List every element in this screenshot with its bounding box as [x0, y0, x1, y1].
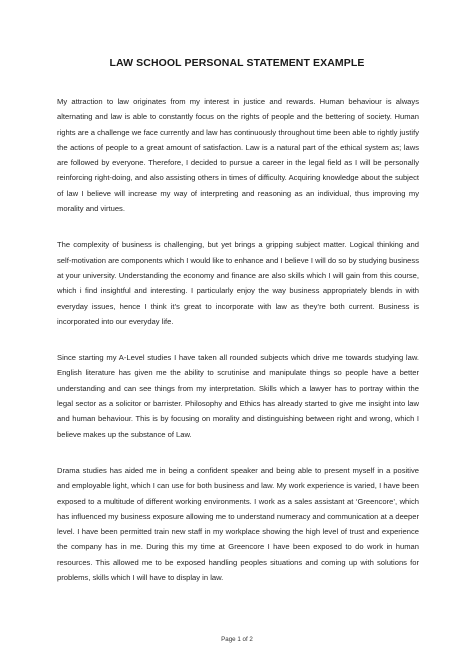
page-number: Page 1 of 2: [221, 636, 253, 643]
document-title: LAW SCHOOL PERSONAL STATEMENT EXAMPLE: [109, 57, 365, 69]
document-body: [57, 94, 419, 606]
paragraph-business: The complexity of business is challenging, but yet brings a gripping subject matter. Logical thinking and self-motivation are components which I would like to enhance and I believe I will do so by studying business at your university. Understanding the economy and finance are also skills which I will gain from this course, which i find insightful and interesting. I particularly enjoy the way business appropriately blends in with everyday issues, hence I think it’s great to incorporate with law as they’re both current. Business is incorporated into our everyday life.: [57, 240, 419, 326]
paragraph-attraction-to-law: My attraction to law originates from my interest in justice and rewards. Human behaviour is always alternating and law is able to constantly focus on the rights of people and the bettering of society. Human rights are a challenge we face currently and law has continuously throughout time been able to rightly justify the actions of people to a great amount of satisfaction. Law is a natural part of the ethical system as; laws are followed by everyone. Therefore, I decided to pursue a career in the legal field as I will be personally reinforcing right-doing, and also assisting others in times of difficulty. Acquiring knowledge about the subject of law I believe will increase my way of interpreting and reasoning as an individual, thus improving my morality and virtues.: [57, 97, 419, 214]
paragraph-a-level-studies: Since starting my A-Level studies I have taken all rounded subjects which drive me towards studying law. English literature has given me the ability to scrutinise and manipulate things so people have a better understanding and can see things from my interpretation. Skills which a lawyer has to portray within the legal sector as a solicitor or barrister. Philosophy and Ethics has already started to give me insight into law and human behaviour. This is by focusing on morality and distinguishing between right and wrong, which I believe makes up the substance of Law.: [57, 353, 419, 439]
paragraph-drama-and-work-experience: Drama studies has aided me in being a confident speaker and being able to present myself in a positive and employable light, which I can use for both business and law. My work experience is varied, I have been exposed to a multitude of different working environments. I work as a sales assistant at ‘Greencore’, which has influenced my business exposure allowing me to understand numeracy and communication at a deeper level. I have been permitted train new staff in my workplace showing the high level of trust and experience the company has in me. During this my time at Greencore I have been exposed to do work in human resources. This allowed me to be exposed handling peoples situations and coming up with solutions for problems, skills which I will have to display in law.: [57, 465, 419, 583]
